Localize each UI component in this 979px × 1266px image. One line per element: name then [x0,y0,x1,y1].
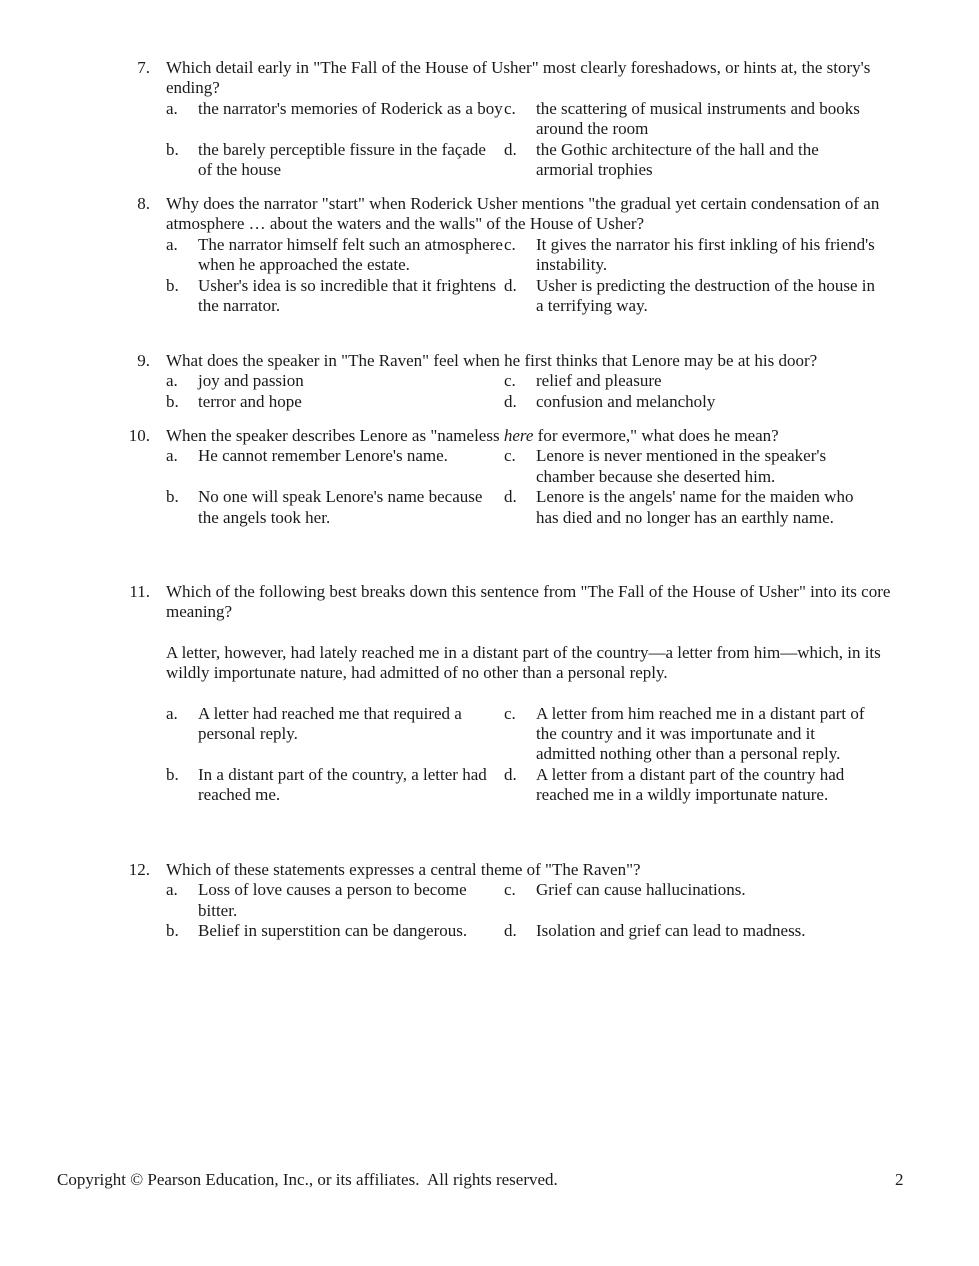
question-text: What does the speaker in "The Raven" feel when he first thinks that Lenore may be at his door? [166,351,818,370]
option-c [504,880,876,921]
option-b [166,487,504,528]
option-text: terror and hope [198,391,302,411]
option-letter: b. [166,391,179,411]
option-letter: b. [166,275,179,295]
option-text: Isolation and grief can lead to madness. [536,921,806,941]
option-text: the scattering of musical instruments and books around the room [536,98,860,139]
option-text: The narrator himself felt such an atmosphere when he approached the estate. [198,234,503,275]
option-a [166,235,504,276]
option-row [166,487,900,528]
option-c [504,704,876,765]
option-letter: d. [504,391,517,411]
option-text: the Gothic architecture of the hall and the armorial trophies [536,139,819,180]
option-text: confusion and melancholy [536,391,716,411]
option-row [166,276,900,317]
option-text: Usher's idea is so incredible that it frightens the narrator. [198,275,497,316]
option-d [504,140,876,181]
option-c [504,371,876,391]
question-number: 10. [128,426,150,445]
question-text: Which detail early in "The Fall of the House of Usher" most clearly foreshadows, or hints at, the story's ending? [166,58,871,98]
option-text: Lenore is the angels' name for the maiden who has died and no longer has an earthly name. [536,487,854,527]
option-d [504,392,876,412]
question-text: Why does the narrator "start" when Roderick Usher mentions "the gradual yet certain condensation of an atmosphere … about the waters and the walls" of the House of Usher? [166,194,880,234]
option-b [166,276,504,317]
option-b [166,921,504,941]
option-d [504,921,876,941]
question-text-start: When the speaker describes Lenore as "nameless [166,426,504,445]
option-text: Lenore is never mentioned in the speaker's chamber because she deserted him. [536,446,827,486]
option-d [504,765,876,806]
question-number: 12. [128,860,150,879]
option-letter: c. [504,371,516,391]
page-number: 2 [895,1170,904,1189]
option-c [504,235,876,276]
option-a [166,371,504,391]
option-row [166,371,900,391]
option-row [166,446,900,487]
option-text: Usher is predicting the destruction of the house in a terrifying way. [536,275,875,316]
option-text: A letter from a distant part of the country had reached me in a wildly importunate nature. [536,764,845,805]
option-row [166,392,900,412]
option-row [166,921,900,941]
option-a [166,704,504,765]
question-number: 9. [137,351,150,370]
question-7 [120,58,900,180]
option-c [504,446,876,487]
option-letter: a. [166,446,178,466]
question-number: 11. [129,582,150,601]
option-row [166,235,900,276]
option-row [166,765,900,806]
option-letter: a. [166,234,178,254]
option-b [166,765,504,806]
option-text: A letter had reached me that required a personal reply. [198,703,462,744]
option-text: It gives the narrator his first inkling of his friend's instability. [536,234,875,275]
option-row [166,99,900,140]
option-letter: b. [166,139,179,159]
option-letter: a. [166,880,178,900]
question-9 [120,351,900,412]
option-letter: d. [504,139,517,159]
option-letter: a. [166,703,178,723]
question-text: Which of these statements expresses a central theme of "The Raven"? [166,860,641,879]
option-letter: b. [166,764,179,784]
option-row [166,140,900,181]
option-text: the barely perceptible fissure in the façade of the house [198,139,486,180]
quoted-passage: A letter, however, had lately reached me in a distant part of the country—a letter from him—which, in its wildly importunate nature, had admitted of no other than a personal reply. [166,642,881,683]
option-text: the narrator's memories of Roderick as a boy [198,98,503,118]
option-text: In a distant part of the country, a letter had reached me. [198,764,487,805]
option-letter: c. [504,880,516,900]
option-b [166,140,504,181]
option-a [166,880,504,921]
option-letter: d. [504,487,517,507]
option-letter: c. [504,446,516,466]
option-letter: d. [504,275,517,295]
option-letter: c. [504,234,516,254]
option-row [166,880,900,921]
option-letter: b. [166,921,179,941]
option-text: Belief in superstition can be dangerous. [198,921,468,941]
option-letter: a. [166,371,178,391]
option-text: He cannot remember Lenore's name. [198,446,448,466]
question-text-end: for evermore," what does he mean? [533,426,779,445]
option-d [504,276,876,317]
option-text: relief and pleasure [536,371,662,391]
option-a [166,99,504,140]
question-number: 7. [137,58,150,77]
copyright-footer: Copyright © Pearson Education, Inc., or its affiliates. All rights reserved. [57,1170,558,1189]
option-b [166,392,504,412]
option-text: No one will speak Lenore's name because the angels took her. [198,487,483,527]
option-letter: c. [504,98,516,118]
question-text [166,426,900,446]
question-12 [120,860,900,942]
option-a [166,446,504,487]
option-letter: d. [504,921,517,941]
option-text: Grief can cause hallucinations. [536,880,746,900]
option-text: Loss of love causes a person to become bitter. [198,880,467,920]
option-text: joy and passion [198,371,304,391]
option-row [166,704,900,765]
option-letter: c. [504,703,516,723]
option-letter: d. [504,764,517,784]
question-text: Which of the following best breaks down this sentence from "The Fall of the House of Usher" into its core meaning? [166,582,891,622]
option-text: A letter from him reached me in a distant part of the country and it was importunate and it admitted nothing other than a personal reply. [536,703,865,764]
question-11 [120,582,900,806]
option-c [504,99,876,140]
question-8 [120,194,900,316]
question-text-italic: here [503,426,534,445]
option-letter: a. [166,98,178,118]
question-number: 8. [137,194,150,213]
question-10 [120,426,900,528]
option-d [504,487,876,528]
option-letter: b. [166,487,179,507]
